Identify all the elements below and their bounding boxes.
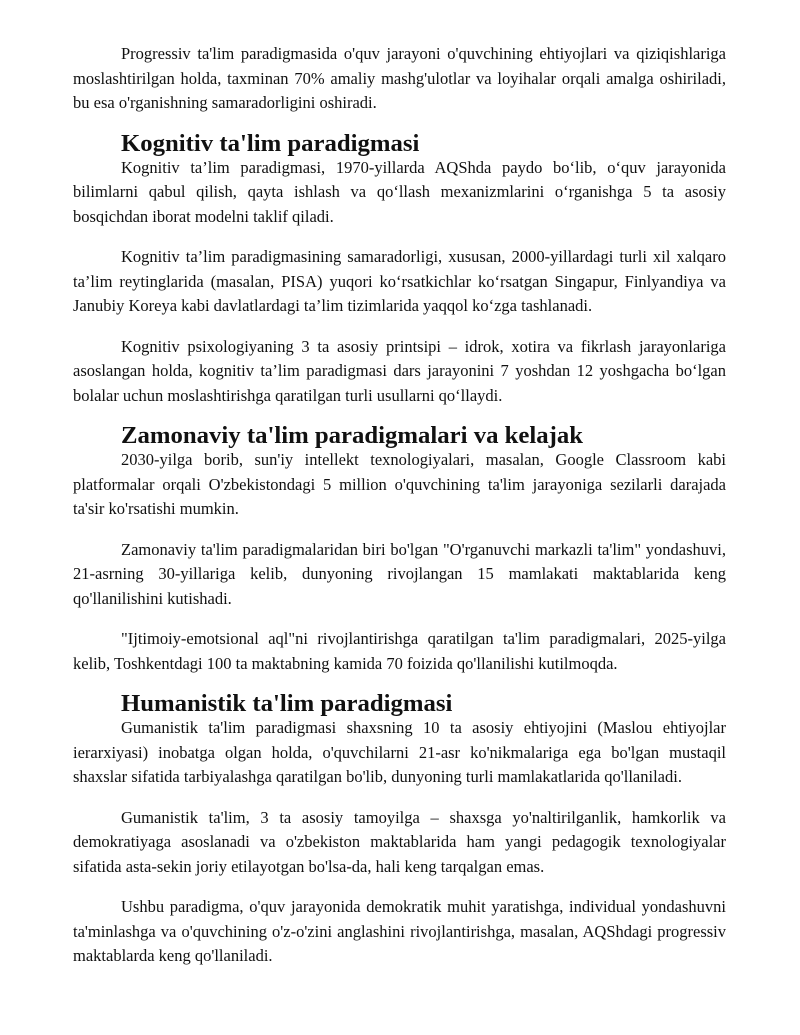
paragraph: Kognitiv ta’lim paradigmasi, 1970-yillarda AQShda paydo bo‘lib, o‘quv jarayonida bilimlarni qabul qilish, qayta ishlash va qo‘llash mexanizmlarini o‘rganishga 5 ta asosiy bosqichdan iborat modelni taklif qiladi. bbox=[73, 157, 726, 226]
section-kognitiv bbox=[73, 129, 726, 409]
section-heading: Zamonaviy ta'lim paradigmalari va kelajak bbox=[121, 422, 584, 449]
paragraph: Kognitiv ta’lim paradigmasining samaradorligi, xususan, 2000-yillardagi turli xil xalqaro ta’lim reytinglarida (masalan, PISA) yuqori ko‘rsatkichlar ko‘rsatgan Singapur, Finlyandiya va Janubiy Koreya kabi davlatlardagi ta’lim tizimlarida yaqqol ko‘zga tashlanadi. bbox=[73, 247, 726, 315]
paragraph: Gumanistik ta'lim, 3 ta asosiy tamoyilga – shaxsga yo'naltirilganlik, hamkorlik va demokratiyaga asoslanadi va o'zbekiston maktablarida ham yangi pedagogik texnologiyalar sifatida asta-sekin joriy etilayotgan bo'lsa-da, hali keng tarqalgan emas. bbox=[73, 807, 726, 876]
section-zamonaviy bbox=[73, 424, 726, 676]
paragraph: Kognitiv psixologiyaning 3 ta asosiy printsipi – idrok, xotira va fikrlash jarayonlariga asoslangan holda, kognitiv ta’lim paradigmasi dars jarayonini 7 yoshdan 12 yoshgacha bo‘lgan bolalar uchun moslashtirishga qaratilgan turli usullarni qo‘llaydi. bbox=[73, 336, 726, 405]
paragraph: "Ijtimoiy-emotsional aql"ni rivojlantirishga qaratilgan ta'lim paradigmalari, 2025-yilga kelib, Toshkentdagi 100 ta maktabning kamida 70 foizida qo'llanilishi kutilmoqda. bbox=[73, 629, 726, 673]
paragraph: 2030-yilga borib, sun'iy intellekt texnologiyalari, masalan, Google Classroom kabi platformalar orqali O'zbekistondagi 5 million o'quvchining ta'lim jarayoniga sezilarli darajada ta'sir ko'rsatishi mumkin. bbox=[73, 450, 726, 518]
section-heading: Kognitiv ta'lim paradigmasi bbox=[121, 129, 420, 157]
paragraph: Gumanistik ta'lim paradigmasi shaxsning 10 ta asosiy ehtiyojini (Maslou ehtiyojlar ierarxiyasi) inobatga olgan holda, o'quvchilarni 21-asr ko'nikmalariga ega bo'lgan mustaqil shaxslar sifatida tarbiyalashga qaratilgan bo'lib, dunyoning turli mamlakatlarida qo'llaniladi. bbox=[73, 718, 726, 786]
paragraph: Ushbu paradigma, o'quv jarayonida demokratik muhit yaratishga, individual yondashuvni ta'minlashga va o'quvchining o'z-o'zini anglashini rivojlantirishga, masalan, AQShdagi progressiv maktablarda keng qo'llaniladi. bbox=[73, 897, 726, 965]
section-heading: Humanistik ta'lim paradigmasi bbox=[121, 690, 453, 717]
section-humanistik bbox=[73, 692, 726, 969]
intro-paragraph: Progressiv ta'lim paradigmasida o'quv jarayoni o'quvchining ehtiyojlari va qiziqishlariga moslashtirilgan holda, taxminan 70% amaliy mashg'ulotlar va loyihalar orqali amalga oshiriladi, bu esa o'rganishning samaradorligini oshiradi. bbox=[73, 44, 726, 112]
document-page bbox=[73, 42, 726, 985]
paragraph: Zamonaviy ta'lim paradigmalaridan biri bo'lgan "O'rganuvchi markazli ta'lim" yondashuvi, 21-asrning 30-yillariga kelib, dunyoning rivojlangan 15 mamlakati maktablarida keng qo'llanilishini kutishadi. bbox=[73, 539, 726, 608]
